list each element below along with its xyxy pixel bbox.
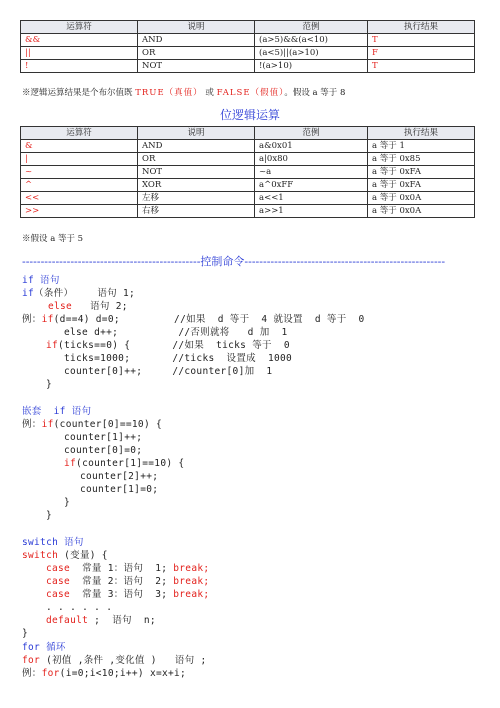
- code-keyword: break;: [173, 589, 210, 600]
- code-line: counter[0]++; //counter[0]加 1: [64, 366, 273, 377]
- description-cell: AND: [138, 140, 255, 153]
- code-line: }: [46, 379, 53, 390]
- code-keyword: for: [22, 655, 41, 666]
- operator-cell: |: [21, 153, 138, 166]
- code-prefix: 例：: [22, 668, 42, 679]
- code-line: [22, 654, 207, 667]
- operator-cell: ~: [21, 166, 138, 179]
- bit-note: ※假设 a 等于 5: [22, 234, 84, 244]
- table-row: [21, 192, 475, 205]
- example-cell: a&0x01: [255, 140, 368, 153]
- code-text: (counter[1]==10) {: [76, 458, 185, 469]
- table-row: [21, 60, 475, 73]
- description-cell: 左移: [138, 192, 255, 205]
- result-cell: a 等于 0x0A: [368, 205, 475, 218]
- example-cell: (a>5)&&(a<10): [255, 34, 368, 47]
- table-row: [21, 34, 475, 47]
- result-cell: F: [368, 47, 475, 60]
- code-keyword: default: [46, 615, 89, 626]
- header-example: 范例: [255, 21, 368, 34]
- code-text: (counter[0]==10) {: [53, 419, 163, 430]
- code-line: counter[1]++;: [64, 432, 143, 443]
- logic-note-prefix: ※逻辑运算结果是个布尔值既: [22, 88, 133, 98]
- code-text: (d==4) d=0; //如果 d 等于 4 就设置 d 等于 0: [53, 314, 365, 325]
- code-text: (ticks==0) { //如果 ticks 等于 0: [58, 340, 290, 351]
- result-cell: a 等于 1: [368, 140, 475, 153]
- example-cell: a<<1: [255, 192, 368, 205]
- logic-note-or: 或: [205, 88, 214, 98]
- code-text: （条件） 语句 1;: [34, 288, 135, 299]
- code-line: [64, 457, 184, 470]
- operator-cell: !: [21, 60, 138, 73]
- code-keyword: if: [41, 314, 54, 325]
- description-cell: 右移: [138, 205, 255, 218]
- code-line: ticks=1000; //ticks 设置成 1000: [64, 353, 293, 364]
- code-keyword: if: [22, 288, 35, 299]
- code-text: 语句 2;: [72, 301, 128, 312]
- header-result: 执行结果: [368, 21, 475, 34]
- code-text: (初值 ,条件 ,变化值 ) 语句 ;: [40, 655, 207, 666]
- code-text: 常量 3：语句 3;: [70, 589, 168, 600]
- code-text: (i=0;i<10;i++) x=x+i;: [59, 668, 187, 679]
- logic-note-suffix: 。假设 a 等于 8: [284, 88, 346, 98]
- description-cell: AND: [138, 34, 255, 47]
- code-line: [22, 418, 162, 431]
- description-cell: OR: [138, 47, 255, 60]
- result-cell: a 等于 0x0A: [368, 192, 475, 205]
- code-keyword: switch: [22, 550, 59, 561]
- operator-cell: ^: [21, 179, 138, 192]
- code-line: [46, 588, 209, 601]
- operator-cell: >>: [21, 205, 138, 218]
- bit-table-header-row: [21, 127, 475, 140]
- example-cell: a|0x80: [255, 153, 368, 166]
- for-section-title: for 循环: [22, 642, 66, 653]
- code-line: counter[2]++;: [80, 471, 159, 482]
- table-row: [21, 140, 475, 153]
- code-line: [46, 614, 156, 627]
- logic-operator-table: [20, 20, 475, 73]
- code-line: counter[1]=0;: [80, 484, 159, 495]
- code-keyword: break;: [173, 576, 210, 587]
- code-line: }: [46, 510, 53, 521]
- header-description: 说明: [138, 21, 255, 34]
- header-result: 执行结果: [368, 127, 475, 140]
- bit-logic-title: 位逻辑运算: [219, 108, 280, 122]
- operator-cell: &&: [21, 34, 138, 47]
- code-keyword: if: [64, 458, 77, 469]
- description-cell: NOT: [138, 166, 255, 179]
- control-commands-divider: ------------------------------------------------控制命令------------------------------------------------------: [22, 255, 446, 268]
- example-cell: !(a>10): [255, 60, 368, 73]
- code-text: 常量 2：语句 2;: [70, 576, 168, 587]
- example-cell: (a<5)||(a>10): [255, 47, 368, 60]
- code-keyword: break;: [173, 563, 210, 574]
- code-line: }: [64, 497, 71, 508]
- code-text: 常量 1：语句 1;: [70, 563, 168, 574]
- code-keyword: case: [46, 576, 71, 587]
- result-cell: T: [368, 60, 475, 73]
- code-keyword: for: [41, 668, 60, 679]
- table-row: [21, 205, 475, 218]
- if-section-title: if 语句: [22, 275, 60, 286]
- code-line: . . . . . .: [46, 602, 113, 613]
- operator-cell: &: [21, 140, 138, 153]
- result-cell: a 等于 0x85: [368, 153, 475, 166]
- table-row: [21, 179, 475, 192]
- code-keyword: if: [46, 340, 59, 351]
- logic-table-header-row: [21, 21, 475, 34]
- example-cell: ~a: [255, 166, 368, 179]
- code-line: [22, 313, 365, 326]
- logic-note-false: FALSE（假值）: [216, 88, 285, 98]
- code-keyword: case: [46, 563, 71, 574]
- code-line: [46, 339, 290, 352]
- example-cell: a>>1: [255, 205, 368, 218]
- table-row: [21, 166, 475, 179]
- code-text: ; 语句 n;: [88, 615, 156, 626]
- code-keyword: else: [48, 301, 73, 312]
- code-line: counter[0]=0;: [64, 445, 143, 456]
- header-example: 范例: [255, 127, 368, 140]
- code-line: [46, 562, 209, 575]
- code-prefix: 例：: [22, 314, 42, 325]
- example-cell: a^0xFF: [255, 179, 368, 192]
- description-cell: NOT: [138, 60, 255, 73]
- logic-note: [22, 86, 345, 98]
- logic-note-true: TRUE（真值）: [135, 88, 203, 98]
- code-line: [48, 300, 128, 313]
- code-keyword: case: [46, 589, 71, 600]
- operator-cell: <<: [21, 192, 138, 205]
- operator-cell: ||: [21, 47, 138, 60]
- result-cell: a 等于 0xFA: [368, 166, 475, 179]
- header-operator: 运算符: [21, 127, 138, 140]
- table-row: [21, 153, 475, 166]
- code-text: (变量) {: [58, 550, 108, 561]
- description-cell: XOR: [138, 179, 255, 192]
- code-keyword: if: [41, 419, 54, 430]
- code-line: else d++; //否则就将 d 加 1: [64, 327, 288, 338]
- description-cell: OR: [138, 153, 255, 166]
- table-row: [21, 47, 475, 60]
- code-line: }: [22, 628, 29, 639]
- bit-operator-table: [20, 126, 475, 218]
- code-line: [22, 667, 186, 680]
- header-operator: 运算符: [21, 21, 138, 34]
- code-line: [22, 287, 135, 300]
- code-line: [22, 549, 108, 562]
- result-cell: T: [368, 34, 475, 47]
- nested-if-section-title: 嵌套 if 语句: [22, 406, 92, 417]
- code-line: [46, 575, 209, 588]
- header-description: 说明: [138, 127, 255, 140]
- result-cell: a 等于 0xFA: [368, 179, 475, 192]
- code-prefix: 例：: [22, 419, 42, 430]
- switch-section-title: switch 语句: [22, 537, 84, 548]
